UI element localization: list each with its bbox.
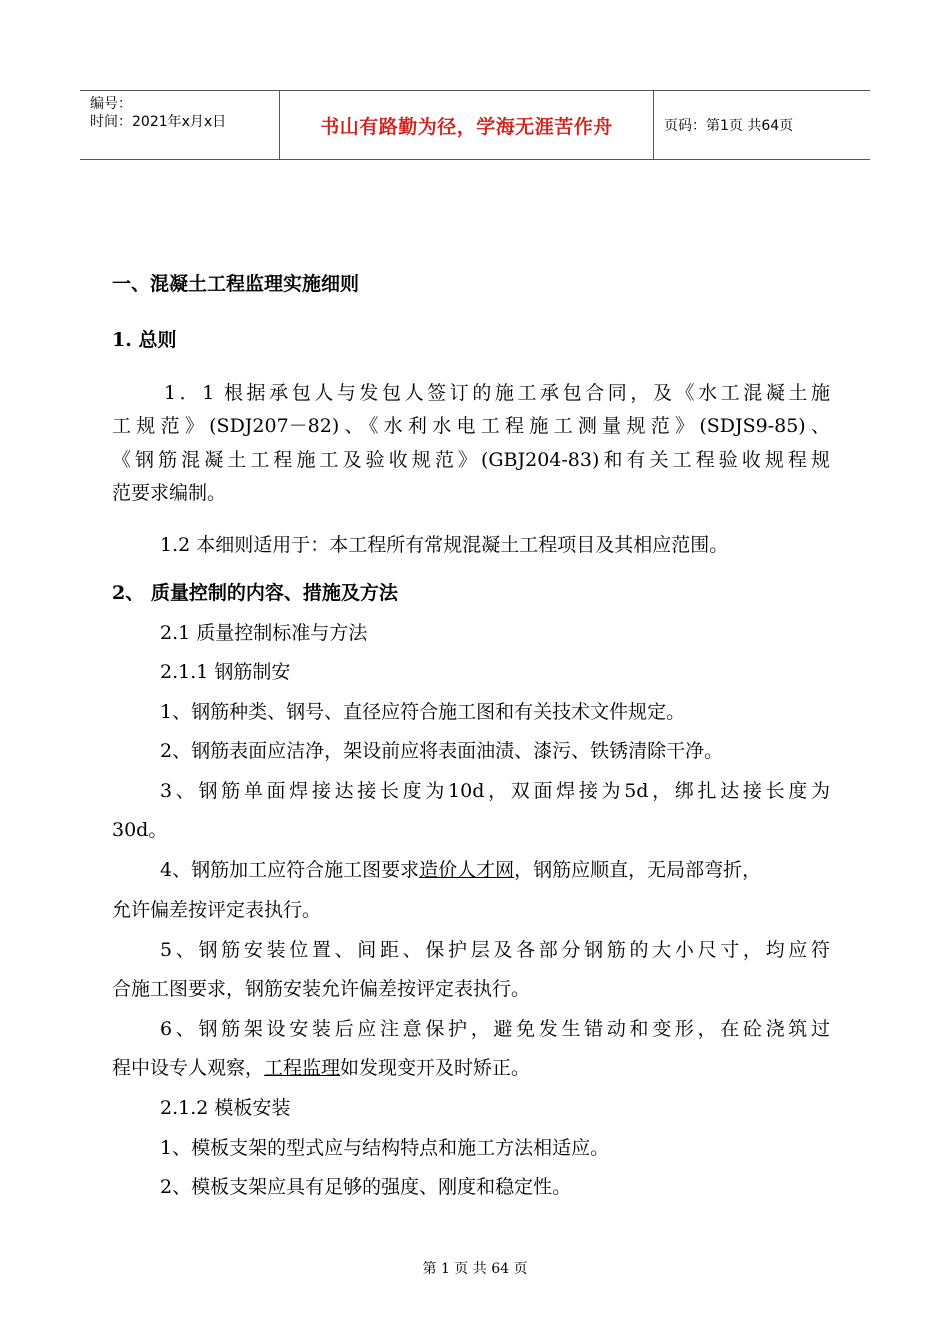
rebar-item-3-line-1: 3、钢筋单面焊接达接长度为10d，双面焊接为5d，绑扎达接长度为 [160, 780, 830, 802]
rebar-item-6-line-2 [112, 1056, 530, 1080]
rebar-item-3-line-2: 30d。 [112, 819, 168, 841]
section-2-heading: 2、 质量控制的内容、措施及方法 [112, 582, 398, 604]
document-title: 一、混凝土工程监理实施细则 [112, 273, 360, 295]
header-motto-cell [280, 91, 654, 159]
rebar-item-1: 1、钢筋种类、钢号、直径应符合施工图和有关技术文件规定。 [160, 701, 686, 723]
page-info-text: 页码：第1页 共64页 [664, 118, 794, 134]
paragraph-1-2: 1.2 本细则适用于：本工程所有常规混凝土工程项目及其相应范围。 [160, 534, 729, 556]
header-motto: 书山有路勤为径，学海无涯苦作舟 [320, 115, 613, 138]
header-page-info [654, 91, 870, 159]
formwork-item-1: 1、模板支架的型式应与结构特点和施工方法相适应。 [160, 1137, 610, 1159]
formwork-item-2: 2、模板支架应具有足够的强度、刚度和稳定性。 [160, 1176, 572, 1198]
paragraph-1-1-line-2: 工规范》(SDJ207－82)、《水利水电工程施工测量规范》(SDJS9-85)、 [112, 415, 830, 437]
rebar-item-5-line-2: 合施工图要求，钢筋安装允许偏差按评定表执行。 [112, 978, 531, 1000]
document-date: 时间：2021年x月x日 [90, 114, 227, 130]
page-footer: 第 1 页 共 64 页 [422, 1261, 528, 1277]
rebar-item-4-text-cont: ，钢筋应顺直，无局部弯折， [514, 859, 762, 881]
paragraph-1-1-line-3: 《钢筋混凝土工程施工及验收规范》(GBJ204-83)和有关工程验收规程规 [112, 449, 830, 471]
rebar-item-2: 2、钢筋表面应洁净，架设前应将表面油渍、漆污、铁锈清除干净。 [160, 740, 724, 762]
rebar-item-6-line-1: 6、钢筋架设安装后应注意保护，避免发生错动和变形，在砼浇筑过 [160, 1018, 830, 1040]
section-1-heading: 1. 总则 [112, 329, 177, 351]
subsection-2-1-1: 2.1.1 钢筋制安 [160, 661, 291, 683]
document-number-label: 编号： [90, 96, 132, 112]
header-meta [80, 91, 280, 159]
rebar-item-6-text-cont: 如发现变开及时矫正。 [340, 1057, 531, 1079]
rebar-item-4-line-2: 允许偏差按评定表执行。 [112, 899, 322, 921]
rebar-item-4-line-1 [160, 858, 761, 882]
engineering-supervision-link[interactable]: 工程监理 [264, 1057, 341, 1079]
paragraph-1-1-line-1: 1．1 根据承包人与发包人签订的施工承包合同，及《水工混凝土施 [164, 382, 830, 404]
cost-talent-link[interactable]: 造价人才网 [419, 859, 515, 881]
page-header [80, 90, 870, 160]
rebar-item-5-line-1: 5、钢筋安装位置、间距、保护层及各部分钢筋的大小尺寸，均应符 [160, 939, 830, 961]
paragraph-1-1-line-4: 范要求编制。 [112, 482, 227, 504]
rebar-item-6-text: 程中设专人观察， [112, 1057, 265, 1079]
rebar-item-4-text: 4、钢筋加工应符合施工图要求 [160, 859, 420, 881]
subsection-2-1-2: 2.1.2 模板安装 [160, 1097, 291, 1119]
subsection-2-1: 2.1 质量控制标准与方法 [160, 622, 368, 644]
